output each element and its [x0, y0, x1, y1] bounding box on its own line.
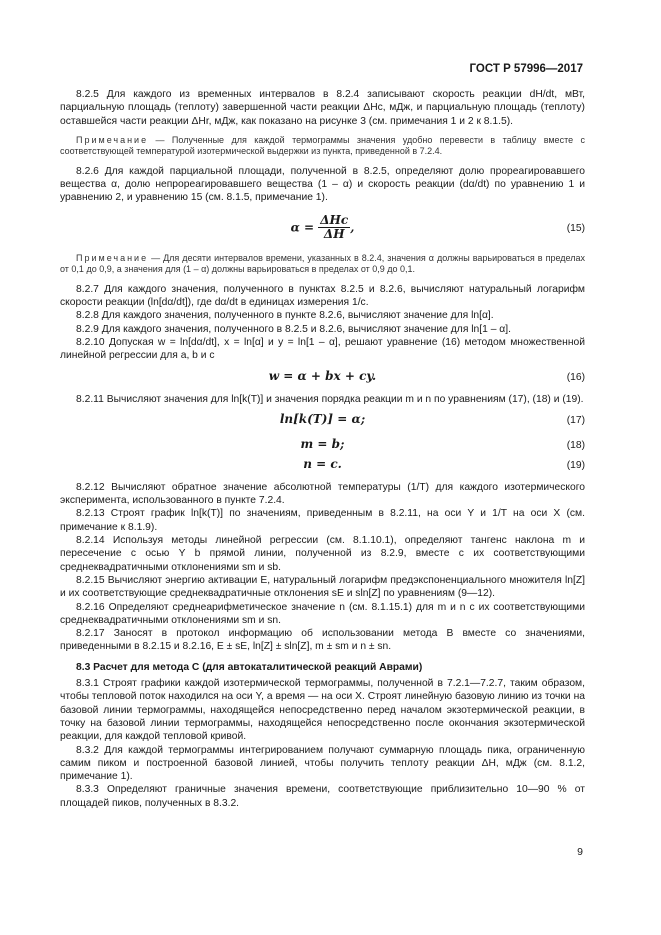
- formula-17: [60, 411, 585, 431]
- note-text: — Для десяти интервалов времени, указанных в 8.2.4, значения α должны варьироваться в пределах от 0,1 до 0,9, а значения для (1 – α) должны варьироваться в пределах от 0,9 до 0,1.: [60, 252, 585, 275]
- paragraph-8-2-11: 8.2.11 Вычисляют значения для ln[k(T)] и значения порядка реакции m и n по уравнениям (17), (18) и (19).: [76, 393, 584, 405]
- paragraph-8-2-16: 8.2.16 Определяют среднеарифметическое значение n (см. 8.1.15.1) для m и n с их соответствующими среднеквадратичными отклонениями sm и sn.: [60, 601, 585, 626]
- paragraph-8-3-2: 8.3.2 Для каждой термограммы интегрированием получают суммарную площадь пика, ограниченную самим пиком и построенной базовой линией, чтобы получить теплоту реакции ΔH, мДж (см. 8.1.2, примечание 1).: [60, 744, 585, 783]
- formula-17-number: (17): [566, 414, 585, 426]
- formula-15: [60, 210, 585, 248]
- formula-18: [60, 436, 585, 456]
- paragraph-8-2-7: 8.2.7 Для каждого значения, полученного в пунктах 8.2.5 и 8.2.6, вычисляют натуральный логарифм скорости реакции (ln[dα/dt]), где dα/dt в единицах измерения 1/с.: [60, 283, 585, 309]
- paragraph-8-2-9: 8.2.9 Для каждого значения, полученного в 8.2.5 и 8.2.6, вычисляют значение для ln[1 – α].: [76, 323, 511, 335]
- note-label: Примечание: [76, 134, 149, 145]
- formula-19-number: (19): [566, 459, 585, 471]
- note-2: [60, 253, 585, 276]
- formula-16-number: (16): [566, 371, 585, 383]
- formula-15-fraction: [318, 214, 350, 242]
- paragraph-8-2-14: 8.2.14 Используя методы линейной регрессии (см. 8.1.10.1), определяют тангенс наклона m и пересечение с осью Y b прямой линии, полученной из 8.2.9, вместе с их соответствующими среднеквадратичными отклонениями sm и sb.: [60, 535, 585, 573]
- formula-15-numerator: ΔHс: [320, 212, 349, 227]
- paragraph-8-3-3: 8.3.3 Определяют граничные значения времени, соответствующие приблизительно 10—90 % от площадей пиков, полученных в 8.3.2.: [60, 784, 585, 809]
- formula-16: [60, 368, 585, 388]
- note-label: Примечание: [76, 252, 149, 263]
- paragraph-8-2-5: 8.2.5 Для каждого из временных интервалов в 8.2.4 записывают скорость реакции dH/dt, мВт, парциальную площадь (теплоту) завершенной части реакции ΔHс, мДж, и парциальную площадь (теплоту) оставшейся части реакции ΔHr, мДж, как показано на рисунке 3 (см. примечания 1 и 2 к 8.1.5).: [60, 89, 585, 127]
- page-body: [60, 88, 585, 810]
- formula-15-number: (15): [566, 222, 585, 234]
- formula-19-expression: n = c.: [303, 456, 342, 471]
- formula-17-expression: ln[k(T)] = α;: [279, 411, 366, 426]
- formula-15-tail: ,: [350, 220, 355, 235]
- formula-15-lhs: α =: [290, 220, 315, 235]
- note-1: [60, 135, 585, 158]
- paragraph-8-2-12: 8.2.12 Вычисляют обратное значение абсолютной температуры (1/T) для каждого изотермического эксперимента, использованного в пункте 7.2.4.: [60, 481, 585, 507]
- paragraph-8-2-6: 8.2.6 Для каждой парциальной площади, полученной в 8.2.5, определяют долю прореагировавшего вещества α, долю непрореагировавшего вещества (1 – α) и скорость реакции (dα/dt) по уравнению 1 и уравнению 2, и уравнению 15 (см. 8.1.5, примечание 1).: [60, 165, 585, 204]
- document-code: ГОСТ Р 57996—2017: [469, 63, 583, 75]
- page-number: 9: [577, 846, 583, 858]
- paragraph-8-2-17: 8.2.17 Заносят в протокол информацию об использовании метода B вместе со значениями, приведенными в 8.2.15 и 8.2.16, E ± sE, ln[Z] ± sln[Z], m ± sm и n ± sn.: [60, 628, 585, 653]
- formula-15-denominator: ΔH: [323, 227, 345, 242]
- paragraph-8-2-13: 8.2.13 Строят график ln[k(T)] по значениям, приведенным в 8.2.11, на оси Y и 1/T на оси X (см. примечание к 8.1.9).: [60, 508, 585, 533]
- formula-16-expression: w = α + bx + cy.: [268, 368, 377, 383]
- paragraph-8-2-10: 8.2.10 Допуская w = ln[dα/dt], x = ln[α] и y = ln[1 – α], решают уравнение (16) методом множественной линейной регрессии для a, b и c: [60, 336, 585, 362]
- paragraph-8-2-8: 8.2.8 Для каждого значения, полученного в пункте 8.2.6, вычисляют значение для ln[α].: [76, 310, 494, 322]
- formula-19: [60, 456, 585, 476]
- section-heading-8-3: 8.3 Расчет для метода C (для автокаталитической реакций Аврами): [76, 661, 423, 673]
- formula-18-expression: m = b;: [300, 436, 345, 451]
- paragraph-8-3-1: 8.3.1 Строят графики каждой изотермической термограммы, полученной в 7.2.1—7.2.7, таким образом, чтобы тепловой поток находился на оси Y, а время — на оси X. Строят линейную базовую линию из точки на базовой линии термограммы, находящейся непосредственно перед началом экзотермической реакции, в точку на базовой линии термограммы, находящейся непосредственно после окончания экзотермической реакции, для каждой тепловой кривой.: [60, 678, 585, 743]
- formula-18-number: (18): [566, 439, 585, 451]
- note-text: — Полученные для каждой термограммы значения удобно перевести в таблицу вместе с соответствующей температурой изотермической выдержки из пункта, приведенной в 7.2.4.: [60, 134, 585, 157]
- paragraph-8-2-15: 8.2.15 Вычисляют энергию активации E, натуральный логарифм предэкспоненциального множителя ln[Z] и их соответствующие среднеквадратичные отклонения sE и sln[Z] по уравнениям (9—12).: [60, 574, 585, 600]
